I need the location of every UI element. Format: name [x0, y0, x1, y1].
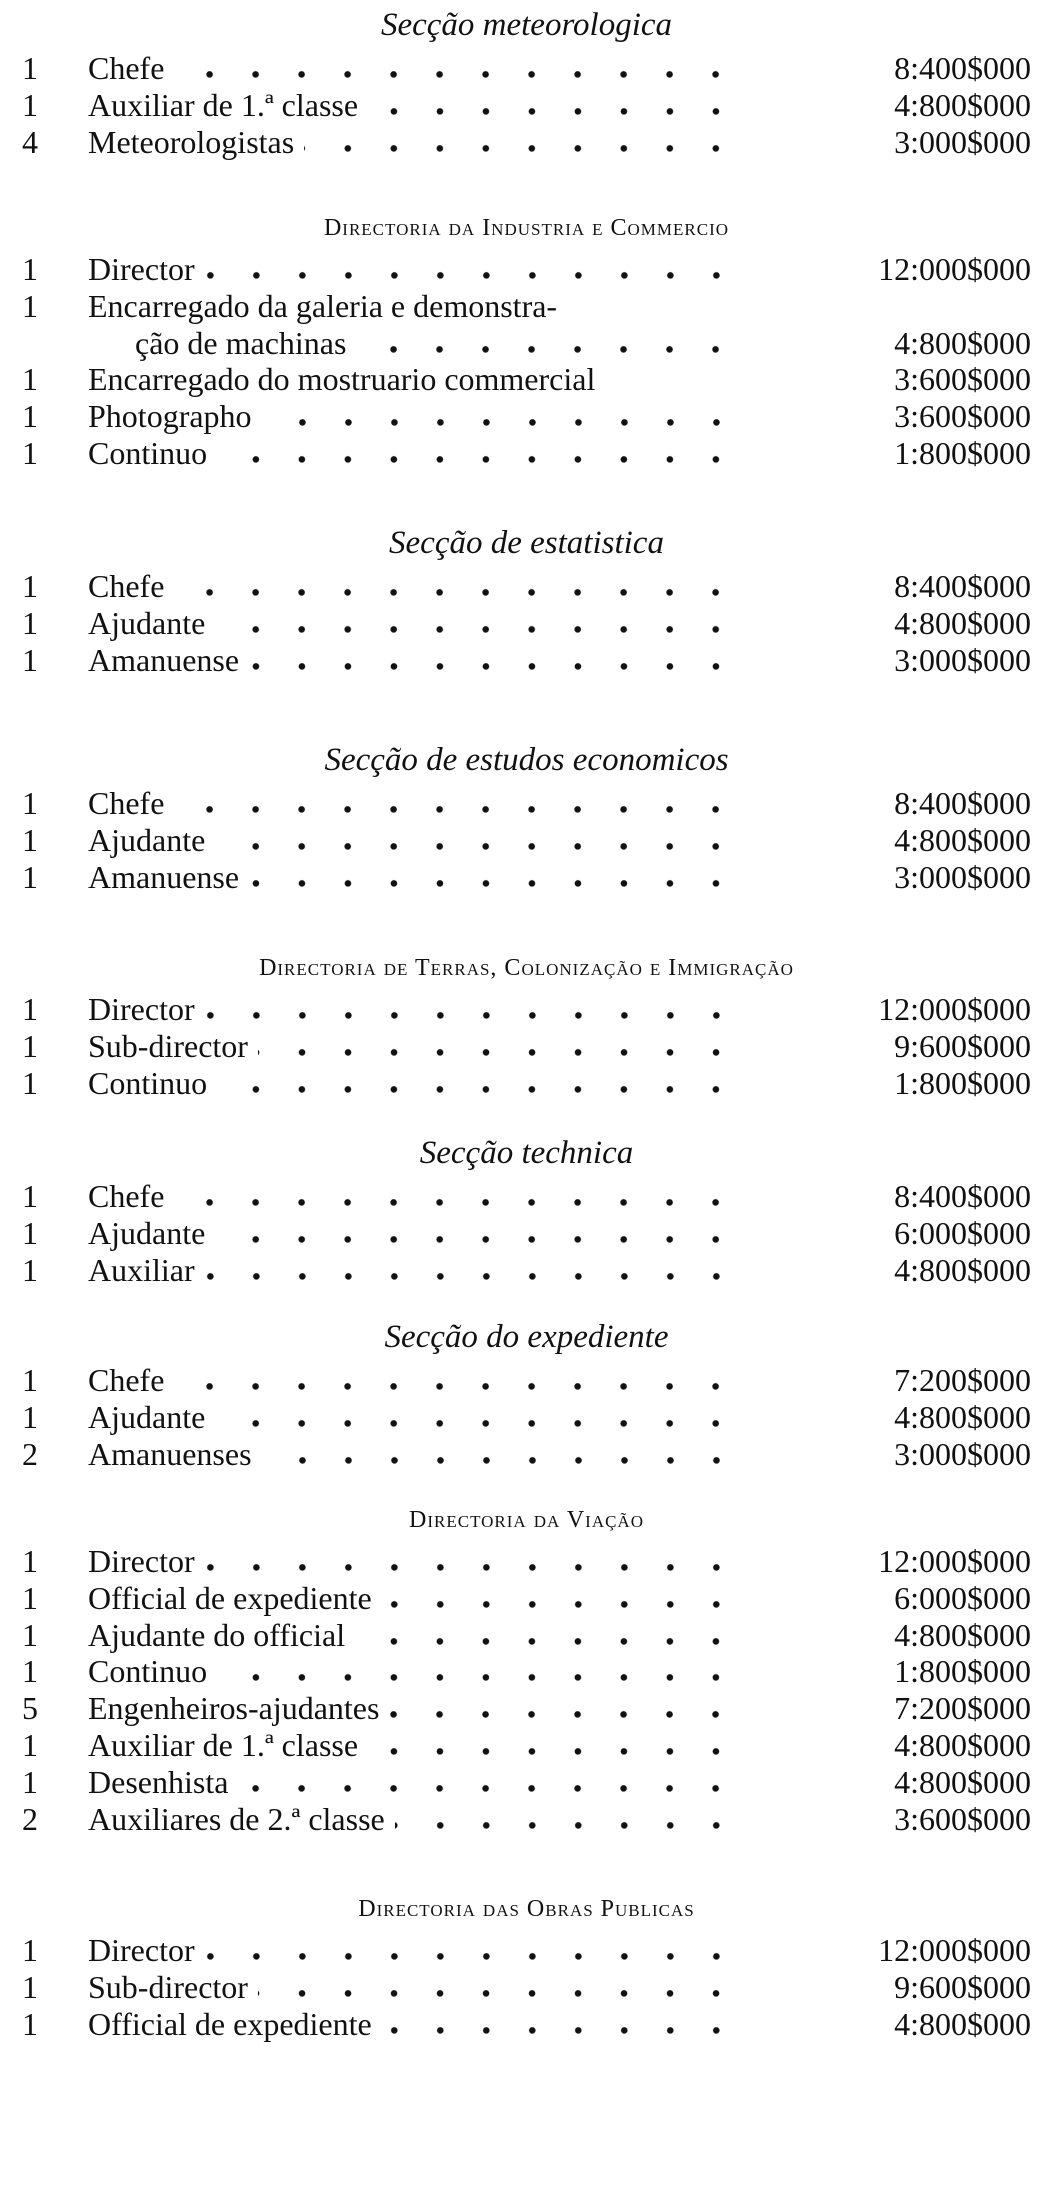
row-quantity: 2: [22, 1800, 38, 1837]
row-title-wrap: [88, 1617, 753, 1654]
row-title: Director: [88, 991, 195, 1027]
row-title-wrap: [88, 1653, 753, 1690]
row-quantity: 1: [22, 2005, 38, 2042]
row-title: Amanuense: [88, 641, 240, 678]
dot-leader: [262, 1436, 753, 1473]
row-title-wrap: [88, 785, 753, 822]
row-salary: 3:000$000: [894, 1435, 1031, 1472]
dot-leader: [368, 87, 753, 124]
table-row: [0, 288, 1053, 325]
table-row: [0, 1362, 1053, 1399]
row-title-wrap: [88, 435, 753, 472]
dot-leader: [205, 1252, 753, 1289]
dot-leader: [174, 568, 753, 605]
row-quantity: 1: [22, 434, 38, 471]
dot-leader: [304, 124, 753, 161]
section-heading: Directoria das Obras Publicas: [358, 1896, 695, 1922]
row-salary: 4:800$000: [894, 604, 1031, 641]
table-row: [0, 1580, 1053, 1617]
row-title-wrap: [88, 1580, 753, 1617]
row-title-wrap: [88, 1178, 753, 1215]
dot-leader: [258, 1969, 753, 2006]
dot-leader: [205, 991, 753, 1028]
dot-leader: [215, 1399, 753, 1436]
row-salary: 3:000$000: [894, 858, 1031, 895]
row-title: Meteorologistas: [88, 123, 295, 160]
row-salary: 3:000$000: [894, 641, 1031, 678]
row-title-wrap: [88, 642, 753, 679]
row-title-wrap: [88, 859, 753, 896]
row-quantity: 5: [22, 1690, 38, 1727]
section-8: [0, 1886, 1053, 2042]
row-salary: 8:400$000: [894, 50, 1031, 86]
table-row: [0, 398, 1053, 435]
table-row: [0, 1932, 1053, 1969]
row-salary: 3:600$000: [894, 1800, 1031, 1837]
table-row: [0, 1028, 1053, 1065]
row-quantity: 1: [22, 1362, 38, 1398]
row-quantity: 1: [22, 785, 38, 821]
row-salary: 4:800$000: [894, 1616, 1031, 1653]
row-title: Auxiliar: [88, 1251, 195, 1288]
table-row: [0, 1617, 1053, 1654]
row-salary: 4:800$000: [894, 1726, 1031, 1763]
row-salary: 4:800$000: [894, 821, 1031, 858]
row-salary: 3:600$000: [894, 361, 1031, 398]
row-salary: 8:400$000: [894, 785, 1031, 821]
row-salary: 8:400$000: [894, 568, 1031, 604]
row-title-wrap: [88, 1543, 753, 1580]
row-salary: 12:000$000: [878, 991, 1031, 1027]
dot-leader: [217, 1653, 753, 1690]
row-title: Chefe: [88, 568, 165, 604]
section-heading: Secção de estudos economicos: [324, 742, 729, 778]
row-title: Ajudante: [88, 604, 206, 641]
table-row: [0, 642, 1053, 679]
row-title: Encarregado da galeria e demonstra-: [88, 287, 558, 324]
row-salary: 4:800$000: [894, 324, 1031, 361]
table-row: [0, 1653, 1053, 1690]
section-0: [0, 0, 1053, 160]
table-row: [0, 50, 1053, 87]
row-title: Ajudante: [88, 821, 206, 858]
row-quantity: 1: [22, 1214, 38, 1251]
row-quantity: 1: [22, 1027, 38, 1064]
row-salary: 4:800$000: [894, 1398, 1031, 1435]
row-quantity: 1: [22, 1763, 38, 1800]
section-heading: Directoria de Terras, Colonização e Immigração: [259, 955, 794, 981]
table-row: [0, 435, 1053, 472]
table-row: [0, 568, 1053, 605]
section-heading: Secção do expediente: [384, 1319, 669, 1355]
row-quantity: 1: [22, 641, 38, 678]
table-row: [0, 361, 1053, 398]
row-quantity: 1: [22, 1178, 38, 1214]
row-salary: 1:800$000: [894, 1653, 1031, 1690]
dot-leader: [249, 642, 753, 679]
dot-leader: [205, 1932, 753, 1969]
row-title-wrap: [88, 1801, 753, 1838]
row-quantity: 1: [22, 1543, 38, 1579]
row-title: Auxiliares de 2.ª classe: [88, 1800, 385, 1837]
row-quantity: 4: [22, 123, 38, 160]
section-1: [0, 205, 1053, 472]
row-title-wrap: [88, 1932, 753, 1969]
table-row: [0, 859, 1053, 896]
table-row: [0, 1764, 1053, 1801]
section-heading: Secção meteorologica: [380, 7, 673, 43]
table-row: [0, 1252, 1053, 1289]
row-salary: 9:600$000: [894, 1968, 1031, 2005]
row-quantity: 1: [22, 1968, 38, 2005]
row-salary: 12:000$000: [878, 1543, 1031, 1579]
row-quantity: 1: [22, 251, 38, 287]
row-quantity: 1: [22, 361, 38, 398]
table-row: [0, 1178, 1053, 1215]
row-quantity: 1: [22, 1064, 38, 1101]
dot-leader: [389, 1690, 753, 1727]
dot-leader: [368, 1727, 753, 1764]
row-title: Encarregado do mostruario commercial: [88, 361, 596, 398]
row-title-wrap: [88, 1727, 753, 1764]
row-title-wrap: [88, 1764, 753, 1801]
row-salary: 3:600$000: [894, 398, 1031, 435]
row-title: Director: [88, 251, 195, 287]
dot-leader: [238, 1764, 753, 1801]
row-title-wrap: [88, 251, 753, 288]
row-title-wrap: [88, 50, 753, 87]
row-quantity: 2: [22, 1435, 38, 1472]
section-3: [0, 735, 1053, 895]
row-title: Engenheiros-ajudantes: [88, 1690, 380, 1727]
row-salary: 1:800$000: [894, 434, 1031, 471]
row-title-wrap: [88, 288, 753, 325]
dot-leader: [217, 1065, 753, 1102]
row-title: Ajudante: [88, 1398, 206, 1435]
row-quantity: 1: [22, 398, 38, 435]
row-title-wrap: [88, 1399, 753, 1436]
dot-leader: [215, 605, 753, 642]
row-title-wrap: [88, 1362, 753, 1399]
row-title-wrap: [88, 398, 753, 435]
table-row: [0, 822, 1053, 859]
row-title: Chefe: [88, 1178, 165, 1214]
table-row: [0, 1690, 1053, 1727]
row-title: Official de expediente: [88, 2005, 372, 2042]
row-quantity: 1: [22, 1653, 38, 1690]
row-quantity: 1: [22, 568, 38, 604]
row-quantity: 1: [22, 1251, 38, 1288]
table-row: [0, 1727, 1053, 1764]
row-title: Ajudante do official: [88, 1616, 346, 1653]
table-row: [0, 991, 1053, 1028]
row-quantity: 1: [22, 1579, 38, 1616]
section-6: [0, 1312, 1053, 1472]
row-title-wrap: [88, 605, 753, 642]
row-title-wrap: [88, 1969, 753, 2006]
row-salary: 12:000$000: [878, 251, 1031, 287]
dot-leader: [262, 398, 753, 435]
table-row: [0, 785, 1053, 822]
table-row: [0, 1399, 1053, 1436]
row-title-wrap: [88, 1252, 753, 1289]
table-row: [0, 1969, 1053, 2006]
row-salary: 6:000$000: [894, 1579, 1031, 1616]
row-quantity: 1: [22, 287, 38, 324]
row-title-wrap: [88, 1215, 753, 1252]
row-title-wrap: [135, 325, 753, 362]
row-salary: 3:000$000: [894, 123, 1031, 160]
row-title: Continuo: [88, 1653, 208, 1690]
row-title-wrap: [88, 822, 753, 859]
table-row: [0, 124, 1053, 161]
dot-leader: [174, 50, 753, 87]
row-quantity: 1: [22, 991, 38, 1027]
row-title: Desenhista: [88, 1763, 229, 1800]
row-salary: 4:800$000: [894, 2005, 1031, 2042]
row-salary: 4:800$000: [894, 86, 1031, 123]
dot-leader: [249, 859, 753, 896]
row-title: Amanuenses: [88, 1435, 252, 1472]
row-title: Auxiliar de 1.ª classe: [88, 1726, 359, 1763]
row-salary: 9:600$000: [894, 1027, 1031, 1064]
dot-leader: [215, 1215, 753, 1252]
row-salary: 6:000$000: [894, 1214, 1031, 1251]
row-title: Sub-director: [88, 1027, 248, 1064]
row-quantity: 1: [22, 1398, 38, 1435]
row-title: Photographo: [88, 398, 252, 435]
dot-leader: [356, 325, 753, 362]
row-quantity: 1: [22, 604, 38, 641]
row-title: Sub-director: [88, 1968, 248, 2005]
section-7: [0, 1497, 1053, 1837]
dot-leader: [395, 1801, 753, 1838]
row-quantity: 1: [22, 50, 38, 86]
row-title-wrap: [88, 1028, 753, 1065]
row-title-wrap: [88, 1065, 753, 1102]
table-row: [0, 1436, 1053, 1473]
table-row: [0, 2006, 1053, 2043]
dot-leader: [258, 1028, 753, 1065]
row-quantity: 1: [22, 1726, 38, 1763]
row-title: Director: [88, 1932, 195, 1968]
row-title: Chefe: [88, 1362, 165, 1398]
dot-leader: [355, 1617, 753, 1654]
table-row: [0, 251, 1053, 288]
section-4: [0, 945, 1053, 1101]
table-row: [0, 1215, 1053, 1252]
row-title-wrap: [88, 1690, 753, 1727]
dot-leader: [215, 822, 753, 859]
table-row: [0, 1065, 1053, 1102]
dot-leader: [205, 1543, 753, 1580]
row-salary: 8:400$000: [894, 1178, 1031, 1214]
table-row-continuation: [0, 325, 1053, 362]
row-title: Official de expediente: [88, 1579, 372, 1616]
table-row: [0, 1801, 1053, 1838]
dot-leader: [382, 2006, 753, 2043]
row-salary: 4:800$000: [894, 1763, 1031, 1800]
row-salary: 1:800$000: [894, 1064, 1031, 1101]
row-quantity: 1: [22, 821, 38, 858]
dot-leader: [174, 1362, 753, 1399]
row-title: Ajudante: [88, 1214, 206, 1251]
dot-leader: [382, 1580, 753, 1617]
row-title: Chefe: [88, 785, 165, 821]
row-title-wrap: [88, 991, 753, 1028]
row-quantity: 1: [22, 1932, 38, 1968]
row-title-wrap: [88, 2006, 753, 2043]
row-title-wrap: [88, 361, 753, 398]
row-salary: 7:200$000: [894, 1362, 1031, 1398]
dot-leader: [174, 785, 753, 822]
row-title: Continuo: [88, 434, 208, 471]
row-title: Auxiliar de 1.ª classe: [88, 86, 359, 123]
row-salary: 4:800$000: [894, 1251, 1031, 1288]
table-row: [0, 87, 1053, 124]
row-title: Continuo: [88, 1064, 208, 1101]
row-quantity: 1: [22, 858, 38, 895]
dot-leader: [205, 251, 753, 288]
dot-leader: [217, 435, 753, 472]
dot-leader: [174, 1178, 753, 1215]
row-title-wrap: [88, 87, 753, 124]
row-title: Chefe: [88, 50, 165, 86]
row-title-continued: ção de machinas: [135, 324, 347, 361]
section-heading: Secção de estatistica: [389, 525, 664, 561]
row-quantity: 1: [22, 1616, 38, 1653]
table-row: [0, 605, 1053, 642]
row-title-wrap: [88, 1436, 753, 1473]
row-salary: 7:200$000: [894, 1690, 1031, 1727]
row-title: Amanuense: [88, 858, 240, 895]
section-heading: Secção technica: [419, 1135, 634, 1171]
row-title-wrap: [88, 568, 753, 605]
row-salary: 12:000$000: [878, 1932, 1031, 1968]
section-heading: Directoria da Viação: [409, 1507, 644, 1533]
table-row: [0, 1543, 1053, 1580]
row-quantity: 1: [22, 86, 38, 123]
row-title-wrap: [88, 124, 753, 161]
section-5: [0, 1128, 1053, 1288]
row-title: Director: [88, 1543, 195, 1579]
section-2: [0, 518, 1053, 678]
section-heading: Directoria da Industria e Commercio: [323, 215, 730, 241]
